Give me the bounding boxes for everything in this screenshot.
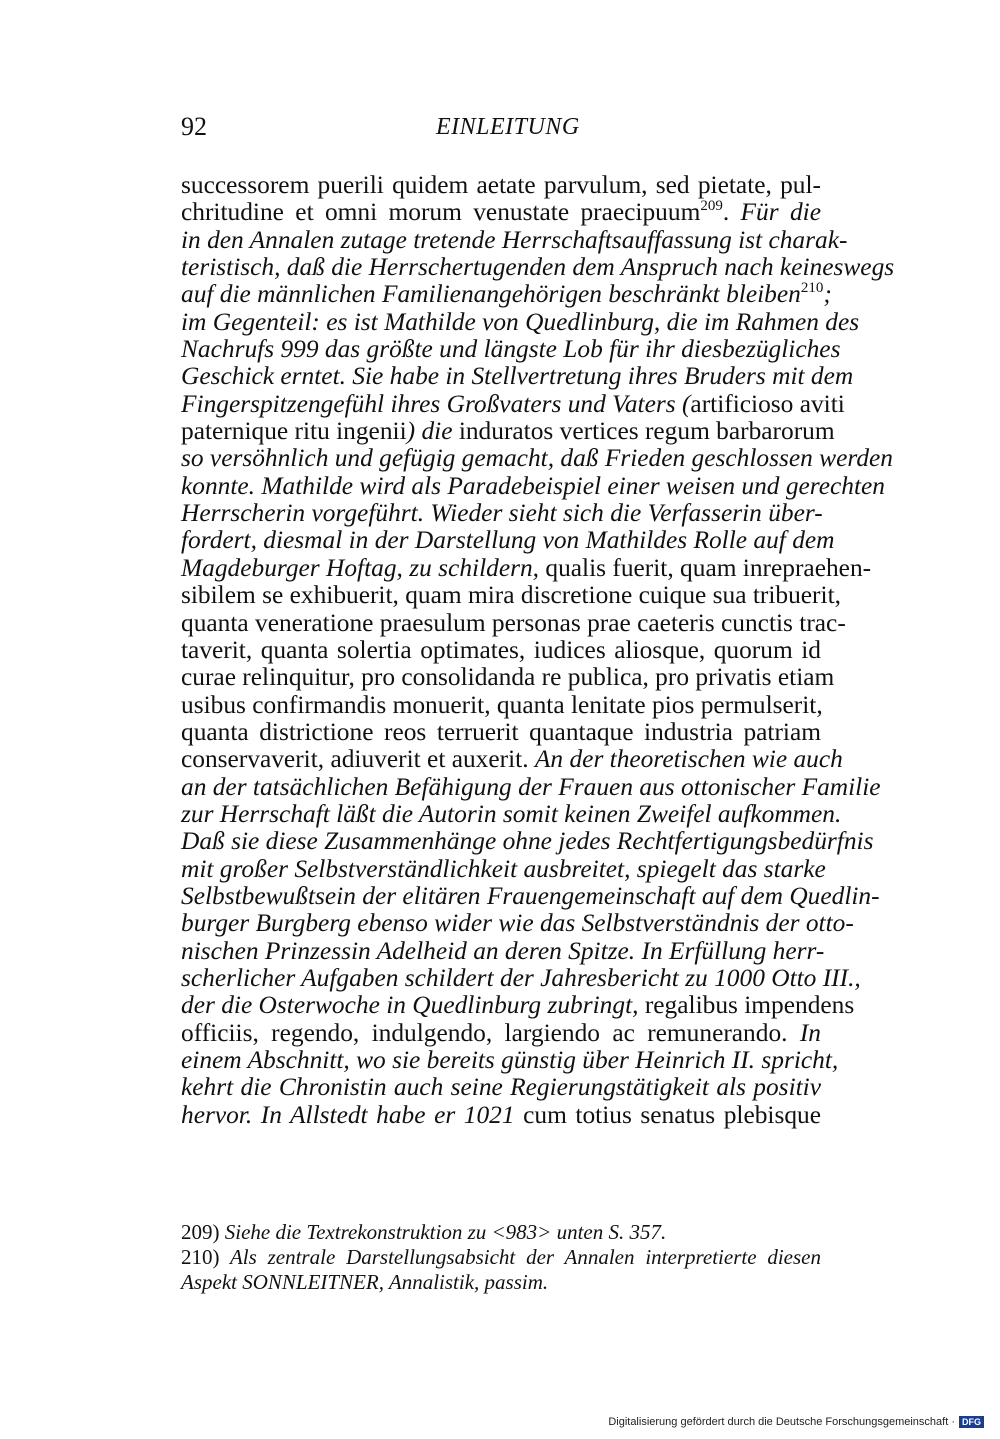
text-segment: konnte. Mathilde wird als Paradebeispiel einer weisen und gerechten xyxy=(181,471,885,500)
text-segment: Magdeburger Hoftag, zu schildern, xyxy=(181,553,546,582)
text-segment: In xyxy=(799,1018,821,1047)
footnote-line xyxy=(181,1220,821,1245)
body-text xyxy=(181,171,895,1129)
text-segment: ; xyxy=(823,280,832,309)
page-number: 92 xyxy=(181,112,207,141)
text-segment: taverit, quanta solertia optimates, iudices aliosque, quorum id xyxy=(181,635,821,664)
credit-text: Digitalisierung gefördert durch die Deutsche Forschungsgemeinschaft · xyxy=(608,1416,955,1428)
body-line xyxy=(181,936,825,965)
text-segment: teristisch, daß die Herrschertugenden dem Anspruch nach keineswegs xyxy=(181,253,895,282)
text-segment: der die Osterwoche in Quedlinburg zubringt, xyxy=(181,991,645,1020)
body-line xyxy=(181,471,885,500)
footnote-text: Aspekt SONNLEITNER, Annalistik, passim. xyxy=(181,1270,549,1294)
footnotes xyxy=(181,1220,821,1295)
footnote-text: Siehe die Textrekonstruktion zu <983> unten S. 357. xyxy=(219,1220,667,1244)
body-line xyxy=(181,225,848,254)
body-line xyxy=(181,1046,839,1074)
body-line xyxy=(181,362,854,391)
text-segment: Daß sie diese Zusammenhänge ohne jedes Rechtfertigungsbedürfnis xyxy=(181,827,874,856)
footnote-text: Als zentrale Darstellungsabsicht der Annalen interpretierte diesen xyxy=(219,1245,821,1269)
text-segment: auf die männlichen Familienangehörigen beschränkt bleiben xyxy=(181,280,801,309)
text-segment: usibus confirmandis monuerit, quanta lenitate pios permulserit, xyxy=(181,690,823,719)
body-line xyxy=(181,581,841,610)
body-line xyxy=(181,280,832,309)
text-segment: conservaverit, adiuverit et auxerit. xyxy=(181,745,535,774)
body-line xyxy=(181,444,893,473)
text-segment: sibilem se exhibuerit, quam mira discretione cuique sua tribuerit, xyxy=(181,581,841,610)
footnote-reference: 209 xyxy=(700,198,723,215)
text-segment: zur Herrschaft läßt die Autorin somit keinen Zweifel aufkommen. xyxy=(181,799,842,828)
text-segment: curae relinquitur, pro consolidanda re publica, pro privatis etiam xyxy=(181,663,835,692)
body-line xyxy=(181,719,821,746)
text-segment: so versöhnlich und gefügig gemacht, daß Frieden geschlossen werden xyxy=(181,444,893,473)
text-segment: im Gegenteil: es ist Mathilde von Quedlinburg, die im Rahmen des xyxy=(181,307,860,336)
text-segment: artificioso aviti xyxy=(690,389,845,418)
text-segment: an der tatsächlichen Befähigung der Frauen aus ottonischer Familie xyxy=(181,772,881,801)
text-segment: einem Abschnitt, wo sie bereits günstig über Heinrich II. spricht, xyxy=(181,1046,839,1074)
text-segment: qualis fuerit, quam inreprаehen- xyxy=(545,553,872,582)
body-line xyxy=(181,526,835,555)
text-segment: quanta districtione reos terruerit quantaque industria patriam xyxy=(181,717,821,746)
body-line xyxy=(181,553,872,582)
text-segment: An der theoretischen wie auch xyxy=(534,745,843,774)
body-line xyxy=(181,608,846,637)
body-line xyxy=(181,1074,821,1101)
text-segment: officiis, regendo, indulgendo, largiendo ac remunerando. xyxy=(181,1018,800,1047)
text-segment: Nachrufs 999 das größte und längste Lob für ihr diesbezügliches xyxy=(181,335,841,364)
text-segment: cum totius senatus plebisque xyxy=(523,1100,821,1129)
body-line xyxy=(181,827,874,856)
text-segment: Herrscherin vorgeführt. Wieder sieht sich die Verfasserin über- xyxy=(181,499,823,528)
text-segment: in den Annalen zutage tretende Herrschaftsauffassung ist charak- xyxy=(181,225,848,254)
body-line xyxy=(181,253,895,282)
body-line xyxy=(181,1102,821,1129)
text-segment: paternique ritu ingenii xyxy=(181,417,407,446)
body-line xyxy=(181,909,854,938)
digitization-credit xyxy=(608,1415,984,1429)
body-line xyxy=(181,335,841,364)
body-line xyxy=(181,772,881,801)
text-segment: induratos vertices regum barbarorum xyxy=(458,417,835,446)
text-segment: nischen Prinzessin Adelheid an deren Spitze. In Erfüllung herr- xyxy=(181,936,825,965)
body-line xyxy=(181,799,842,828)
body-line xyxy=(181,1020,821,1047)
body-line xyxy=(181,307,860,336)
text-segment: Selbstbewußtsein der elitären Frauengemeinschaft auf dem Quedlin- xyxy=(181,881,880,910)
text-segment: regalibus impendens xyxy=(644,991,855,1020)
text-segment: Geschick erntet. Sie habe in Stellvertretung ihres Bruders mit dem xyxy=(181,362,854,391)
body-line xyxy=(181,963,861,992)
body-line xyxy=(181,991,855,1020)
text-segment: quanta veneratione praesulum personas prae caeteris cunctis trac- xyxy=(181,608,846,637)
footnote-line xyxy=(181,1245,821,1270)
body-line xyxy=(181,854,826,883)
body-line xyxy=(181,417,835,446)
text-segment: scherlicher Aufgaben schildert der Jahresbericht zu 1000 Otto III., xyxy=(181,963,861,992)
body-line xyxy=(181,637,821,664)
body-line xyxy=(181,663,835,692)
dfg-logo: DFG xyxy=(959,1416,984,1428)
body-line xyxy=(181,881,880,910)
text-segment: Fingerspitzengefühl ihres Großvaters und Vaters ( xyxy=(181,389,691,418)
body-line xyxy=(181,745,843,774)
footnote-reference: 210 xyxy=(800,280,824,297)
body-line xyxy=(181,389,845,418)
text-segment: ) die xyxy=(406,417,459,446)
text-segment: successorem puerili quidem aetate parvulum, sed pietate, pul- xyxy=(181,171,821,199)
text-segment: burger Burgberg ebenso wider wie das Selbstverständnis der otto- xyxy=(181,909,854,938)
text-segment: hervor. In Allstedt habe er 1021 xyxy=(181,1100,524,1129)
text-segment: . xyxy=(722,198,741,227)
body-line xyxy=(181,692,821,719)
running-head: EINLEITUNG xyxy=(436,114,580,140)
text-segment: chritudine et omni morum venustate praecipuum xyxy=(181,198,701,227)
footnote-line xyxy=(181,1270,821,1295)
text-segment: fordert, diesmal in der Darstellung von Mathildes Rolle auf dem xyxy=(181,526,835,555)
footnote-number: 209) xyxy=(181,1220,220,1244)
text-segment: kehrt die Chronistin auch seine Regierungstätigkeit als positiv xyxy=(181,1073,821,1102)
body-line xyxy=(181,172,821,199)
body-line xyxy=(181,500,821,527)
footnote-number: 210) xyxy=(181,1245,220,1269)
text-segment: mit großer Selbstverständlichkeit ausbreitet, spiegelt das starke xyxy=(181,854,826,883)
text-segment: Für die xyxy=(740,198,822,227)
body-line xyxy=(181,199,821,226)
